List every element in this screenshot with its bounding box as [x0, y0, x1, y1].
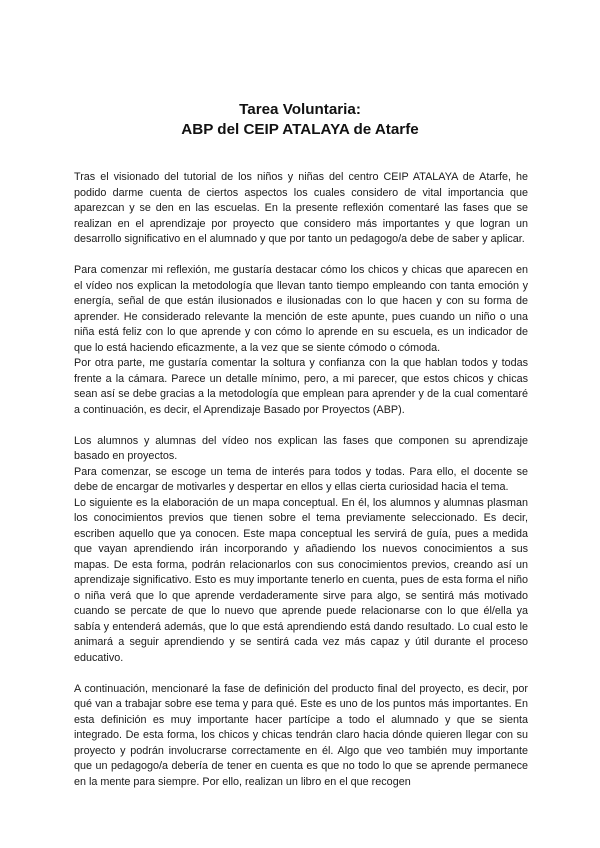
title-line-2: ABP del CEIP ATALAYA de Atarfe	[181, 121, 419, 138]
paragraph: A continuación, mencionaré la fase de definición del producto final del proyecto, es decir, por qué van a trabajar sobre ese tema y para qué. Este es uno de los puntos más importantes. En esta definición es muy importante hacer partícipe a todo el alumnado y que se sienta integrado. De esta forma, los chicos y chicas tendrán claro hacia dónde quieren llegar con su proyecto y podrán involucrarse correctamente en él. Algo que veo también muy importante que un pedagogo/a debería de tener en cuenta es que no todo lo que se aprende permanece en la mente para siempre. Por ello, realizan un libro en el que recogen	[74, 682, 528, 788]
paragraph: Para comenzar, se escoge un tema de interés para todos y todas. Para ello, el docente se debe de encargar de motivarles y despertar en ellos y ellas cierta curiosidad hacia el tema.	[74, 465, 528, 493]
paragraph: Lo siguiente es la elaboración de un mapa conceptual. En él, los alumnos y alumnas plasman los conocimientos previos que tienen sobre el tema previamente seleccionado. Es decir, escriben aquello que ya conocen. Este mapa conceptual les servirá de guía, pues a medida que vayan aprendiendo irán incorporando y añadiendo los nuevos conocimientos a sus mapas. De esta forma, podrán relacionarlos con sus conocimientos previos, creando así un aprendizaje significativo. Esto es muy importante tenerlo en cuenta, pues de esta forma el niño o niña verá que lo que aprende verdaderamente sirve para algo, se sentirá más motivado cuando se percate de que lo nuevo que aprende puede relacionarse con lo que él/ella ya sabía y entenderá además, que lo que está aprendiendo está dando resultado. Lo cual esto le animará a seguir aprendiendo y se sentirá cada vez más capaz y útil durante el proceso educativo.	[74, 496, 528, 664]
document-title	[0, 100, 600, 140]
document-body	[74, 170, 528, 790]
paragraph: Los alumnos y alumnas del vídeo nos explican las fases que componen su aprendizaje basado en proyectos.	[74, 434, 528, 462]
title-line-1: Tarea Voluntaria:	[239, 101, 361, 118]
paragraph: Por otra parte, me gustaría comentar la soltura y confianza con la que hablan todos y todas frente a la cámara. Parece un detalle mínimo, pero, a mi parecer, que estos chicos y chicas sean así se debe gracias a la metodología que emplean para aprender y de la cual comentaré a continuación, es decir, el Aprendizaje Basado por Proyectos (ABP).	[74, 357, 528, 416]
paragraph: Para comenzar mi reflexión, me gustaría destacar cómo los chicos y chicas que aparecen en el vídeo nos explican la metodología que llevan tanto tiempo empleando con tanta emoción y energía, señal de que están ilusionados e ilusionadas con lo que hacen y con su forma de aprender. He considerado relevante la mención de este apunte, pues cuando un niño o una niña está feliz con lo que aprende y con cómo lo aprende en su escuela, es un indicador de que lo está haciendo eficazmente, a la vez que se siente cómodo o cómoda.	[74, 264, 528, 354]
paragraph: Tras el visionado del tutorial de los niños y niñas del centro CEIP ATALAYA de Atarfe, he podido darme cuenta de ciertos aspectos los cuales considero de vital importancia que aparezcan y se den en las escuelas. En la presente reflexión comentaré las fases que se realizan en el aprendizaje por proyecto que considero más importantes y que logran un desarrollo significativo en el alumnado y que por tanto un pedagogo/a debe de saber y aplicar.	[74, 171, 528, 245]
